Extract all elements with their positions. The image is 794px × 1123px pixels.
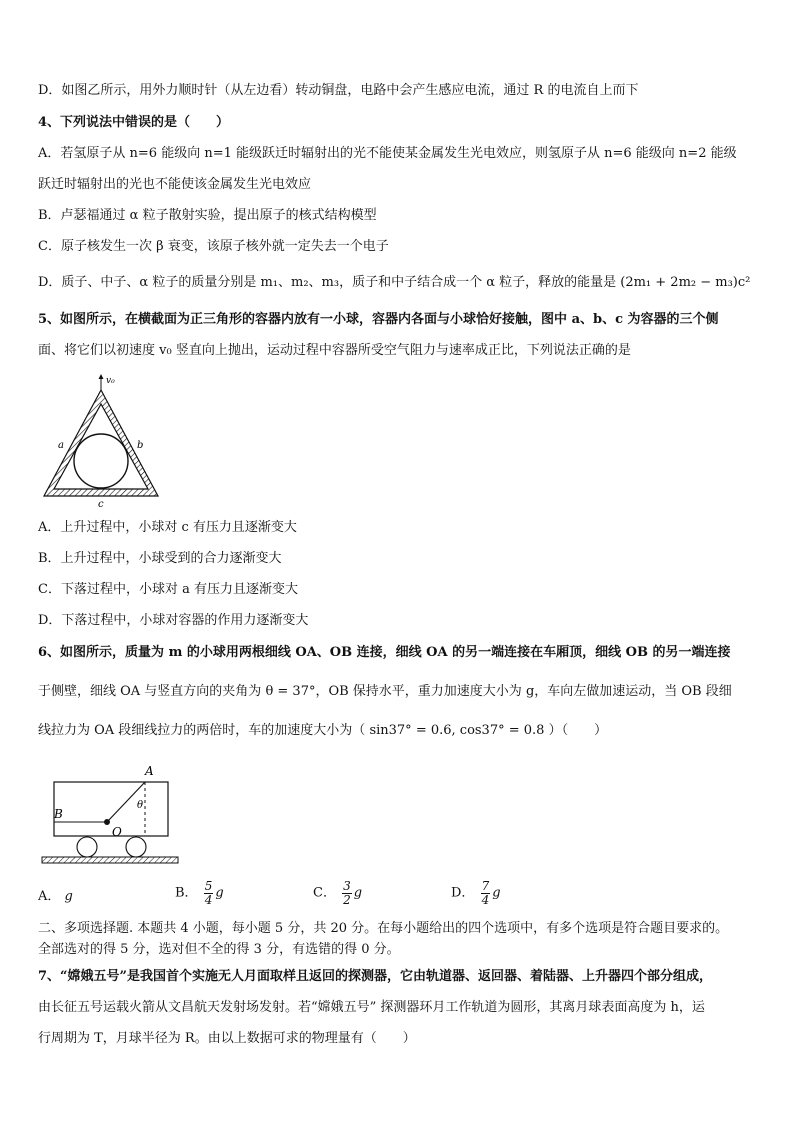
cart-body <box>54 782 168 836</box>
q6-option-d-num: 7 <box>481 879 490 893</box>
q6-option-b-label: B． <box>175 885 198 901</box>
wheel-right <box>126 837 146 857</box>
q5-stem-line1: 5、如图所示，在横截面为正三角形的容器内放有一小球，容器内各面与小球恰好接触，图中 a、b、c 为容器的三个侧 <box>38 312 719 327</box>
q6-option-d <box>451 880 501 907</box>
q6-option-d-label: D． <box>451 885 475 901</box>
q4-option-a-line2: 跃迁时辐射出的光也不能使该金属发生光电效应 <box>38 177 312 192</box>
q6-option-c-num: 3 <box>343 879 351 893</box>
cart-figure <box>40 762 182 868</box>
q5-option-d: D．下落过程中，小球对容器的作用力逐渐变大 <box>38 613 309 628</box>
q4-stem: 4、下列说法中错误的是（ ） <box>38 115 230 130</box>
q4-option-b: B．卢瑟福通过 α 粒子散射实验，提出原子的核式结构模型 <box>38 208 377 223</box>
q7-stem-line1: 7、“嫦娥五号”是我国首个实施无人月面取样且返回的探测器，它由轨道器、返回器、着陆器、上升器四个部分组成， <box>38 969 713 984</box>
q7-stem-line3: 行周期为 T，月球半径为 R。由以上数据可求的物理量有（ ） <box>38 1031 416 1046</box>
label-a: a <box>58 440 64 451</box>
label-v0: v₀ <box>106 376 115 386</box>
q5-option-b: B．上升过程中，小球受到的合力逐渐变大 <box>38 551 282 566</box>
q6-option-c <box>313 880 362 907</box>
q6-stem-line2: 于侧壁，细线 OA 与竖直方向的夹角为 θ = 37°，OB 保持水平，重力加速度大小为 g，车向左做加速运动，当 OB 段细 <box>38 684 732 699</box>
ball <box>74 434 128 488</box>
label-A: A <box>145 764 154 778</box>
q6-option-c-g: g <box>353 885 363 901</box>
q5-stem-line2: 面、将它们以初速度 v₀ 竖直向上抛出，运动过程中容器所受空气阻力与速率成正比，下列说法正确的是 <box>38 343 631 358</box>
q6-option-b-num: 5 <box>204 879 213 893</box>
section2-instructions-line2: 全部选对的得 5 分，选对但不全的得 3 分，有选错的得 0 分。 <box>38 942 400 957</box>
q6-stem-line3: 线拉力为 OA 段细线拉力的两倍时，车的加速度大小为（ sin37° = 0.6, cos37° = 0.8 ）（ ） <box>38 723 608 738</box>
velocity-arrowhead <box>99 374 104 379</box>
label-b: b <box>137 440 144 451</box>
q6-option-b-g: g <box>215 885 224 901</box>
ground <box>42 857 178 863</box>
q4-option-a-line1: A．若氢原子从 n=6 能级向 n=1 能级跃迁时辐射出的光不能使某金属发生光电效应，则氢原子从 n=6 能级向 n=2 能级 <box>38 146 737 161</box>
q6-option-b-den: 4 <box>204 893 213 907</box>
q6-option-d-den: 4 <box>481 893 490 907</box>
q4-option-c: C．原子核发生一次 β 衰变，该原子核外就一定失去一个电子 <box>38 239 389 254</box>
q4-option-d: D．质子、中子、α 粒子的质量分别是 m₁、m₂、m₃，质子和中子结合成一个 α 粒子，释放的能量是 (2m₁ + 2m₂ − m₃)c² <box>38 275 751 290</box>
q6-option-d-g: g <box>492 885 501 901</box>
label-B: B <box>54 807 63 821</box>
q5-option-c: C．下落过程中，小球对 a 有压力且逐渐变大 <box>38 582 298 597</box>
label-theta: θ <box>137 800 144 811</box>
q6-option-b <box>175 880 224 907</box>
ball-o <box>104 819 110 825</box>
q6-option-c-label: C． <box>313 885 336 901</box>
q6-stem-line1: 6、如图所示，质量为 m 的小球用两根细线 OA、OB 连接，细线 OA 的另一端连接在车厢顶，细线 OB 的另一端连接 <box>38 645 731 660</box>
q6-option-a-label: A． <box>38 889 61 904</box>
q6-option-b-fraction <box>204 880 214 907</box>
wheel-left <box>77 837 97 857</box>
q6-option-d-fraction <box>481 880 491 907</box>
q3-option-d: D．如图乙所示，用外力顺时针（从左边看）转动铜盘，电路中会产生感应电流，通过 R 的电流自上而下 <box>38 83 639 98</box>
q5-option-a: A．上升过程中，小球对 c 有压力且逐渐变大 <box>38 520 297 535</box>
q7-stem-line2: 由长征五号运载火箭从文昌航天发射场发射。若“嫦娥五号” 探测器环月工作轨道为圆形，其离月球表面高度为 h，运 <box>38 1000 705 1015</box>
q6-option-a-value: g <box>64 889 73 904</box>
label-O: O <box>112 825 122 839</box>
q6-option-a <box>38 888 73 906</box>
q6-option-c-den: 2 <box>343 893 351 907</box>
q6-option-c-fraction <box>342 880 352 907</box>
section2-instructions-line1: 二、多项选择题. 本题共 4 小题，每小题 5 分，共 20 分。在每小题给出的四个选项中，有多个选项是符合题目要求的。 <box>38 921 729 936</box>
triangle-container-figure <box>38 374 168 509</box>
label-c: c <box>98 499 104 509</box>
